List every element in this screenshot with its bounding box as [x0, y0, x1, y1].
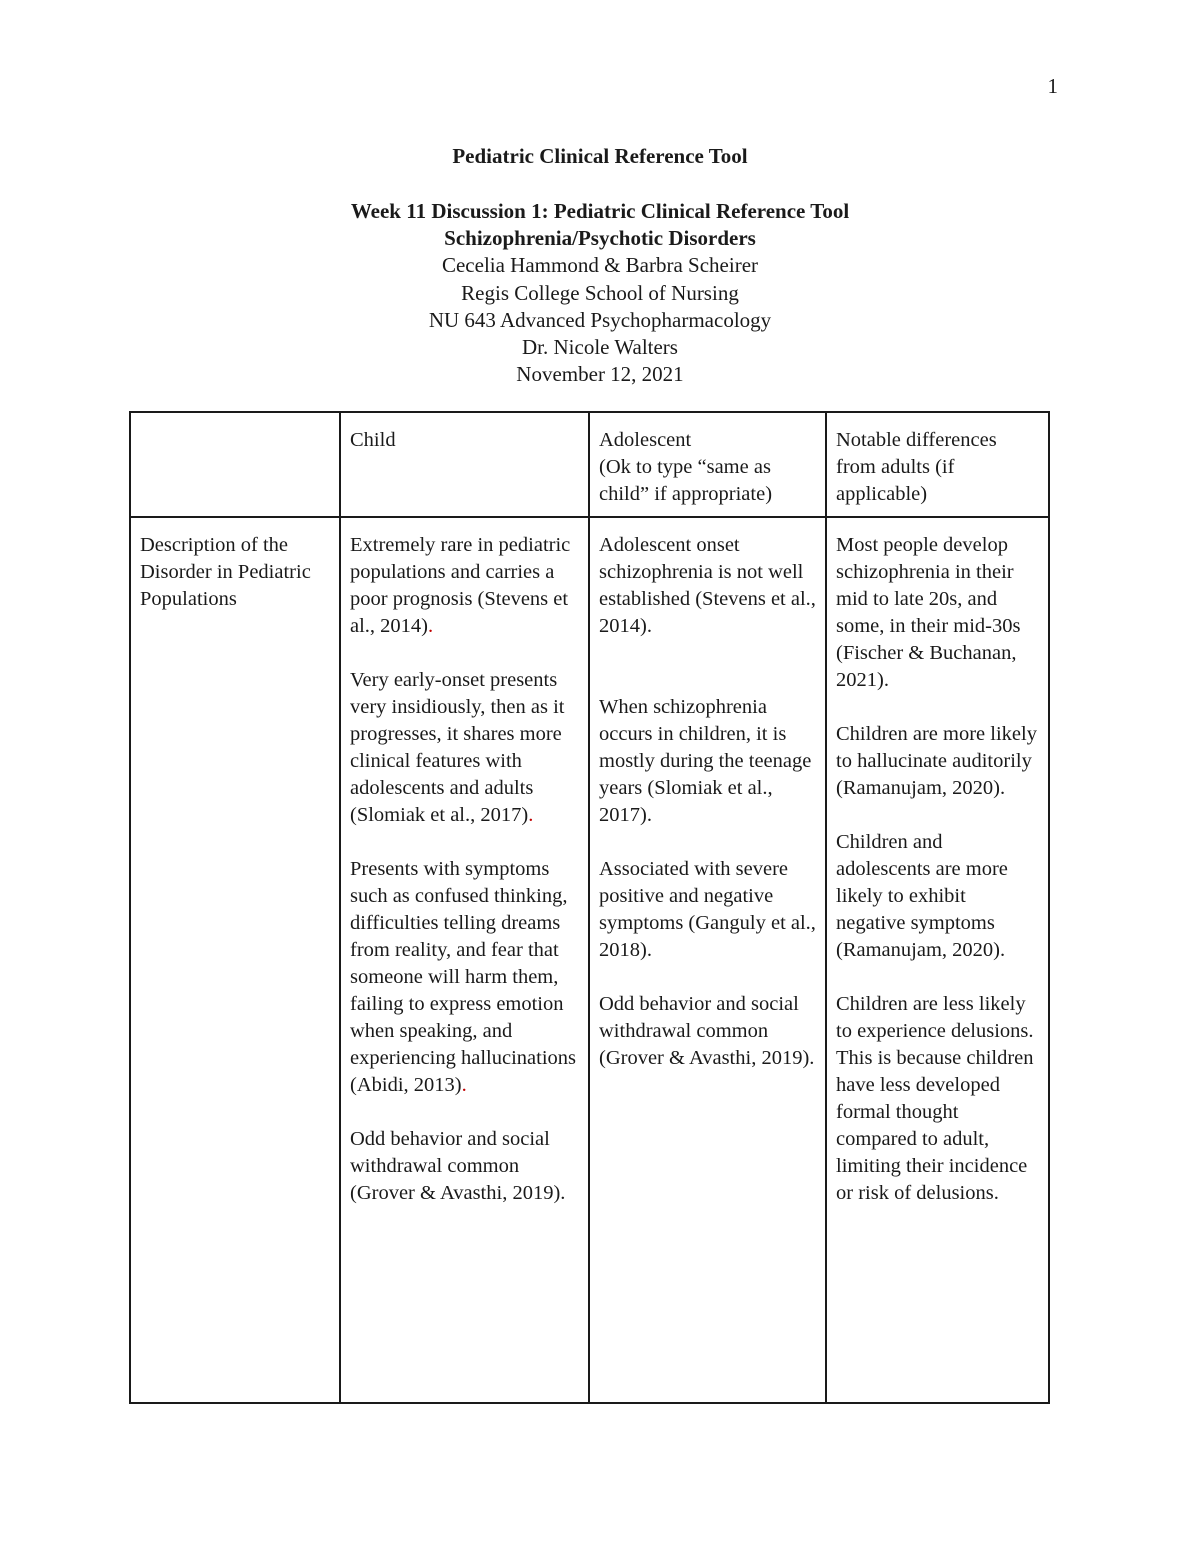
child-paragraph: Odd behavior and social withdrawal common (Grover & Avasthi, 2019). [350, 1128, 566, 1204]
table-row [130, 517, 1049, 1403]
header-cell-adolescent [589, 412, 826, 517]
instructor: Dr. Nicole Walters [522, 335, 678, 360]
differences-paragraph: Children are more likely to hallucinate auditorily (Ramanujam, 2020). [836, 723, 1037, 799]
topic-title: Schizophrenia/Psychotic Disorders [444, 226, 756, 251]
differences-paragraph: Children and adolescents are more likely to exhibit negative symptoms (Ramanujam, 2020). [836, 831, 1008, 961]
adolescent-paragraph: When schizophrenia occurs in children, it is mostly during the teenage years (Slomiak et al., 2017). [599, 696, 812, 826]
school: Regis College School of Nursing [461, 280, 739, 305]
reference-table [129, 411, 1050, 1404]
child-paragraph: Very early-onset presents very insidiously, then as it progresses, it shares more clinical features with adolescents and adults (Slomiak et al., 2017). [350, 669, 565, 826]
header-cell-differences: Notable differences from adults (if applicable) [826, 412, 1049, 517]
header-cell-child: Child [340, 412, 589, 517]
document-title: Pediatric Clinical Reference Tool [452, 144, 748, 168]
header-cell-blank [130, 412, 340, 517]
child-paragraph: Extremely rare in pediatric populations and carries a poor prognosis (Stevens et al., 2014). [350, 534, 571, 637]
assignment-title: Week 11 Discussion 1: Pediatric Clinical Reference Tool [350, 199, 850, 223]
row-label-cell: Description of the Disorder in Pediatric Populations [130, 517, 340, 1403]
table-header-row [130, 412, 1049, 517]
adolescent-paragraph: Adolescent onset schizophrenia is not well established (Stevens et al., 2014). [599, 534, 816, 637]
date: November 12, 2021 [516, 362, 684, 387]
differences-paragraph: Most people develop schizophrenia in their mid to late 20s, and some, in their mid-30s (Fischer & Buchanan, 2021). [836, 534, 1021, 691]
page-number: 1 [1047, 74, 1058, 98]
differences-cell [826, 517, 1049, 1403]
adolescent-header-label: Adolescent [599, 429, 692, 451]
course: NU 643 Advanced Psychopharmacology [428, 307, 772, 332]
child-cell [340, 517, 589, 1403]
authors: Cecelia Hammond & Barbra Scheirer [441, 253, 759, 278]
adolescent-cell [589, 517, 826, 1403]
child-paragraph: Presents with symptoms such as confused thinking, difficulties telling dreams from reality, and fear that someone will harm them, failing to express emotion when speaking, and experiencing hallucinations (Abidi, 2013). [350, 858, 576, 1096]
title-block [0, 198, 1200, 388]
adolescent-header-note: (Ok to type “same as child” if appropriate) [599, 456, 773, 505]
adolescent-paragraph: Associated with severe positive and negative symptoms (Ganguly et al., 2018). [599, 858, 816, 961]
adolescent-paragraph: Odd behavior and social withdrawal common (Grover & Avasthi, 2019). [599, 993, 815, 1069]
differences-paragraph: Children are less likely to experience delusions. This is because children have less developed formal thought compared to adult, limiting their incidence or risk of delusions. [836, 993, 1034, 1204]
